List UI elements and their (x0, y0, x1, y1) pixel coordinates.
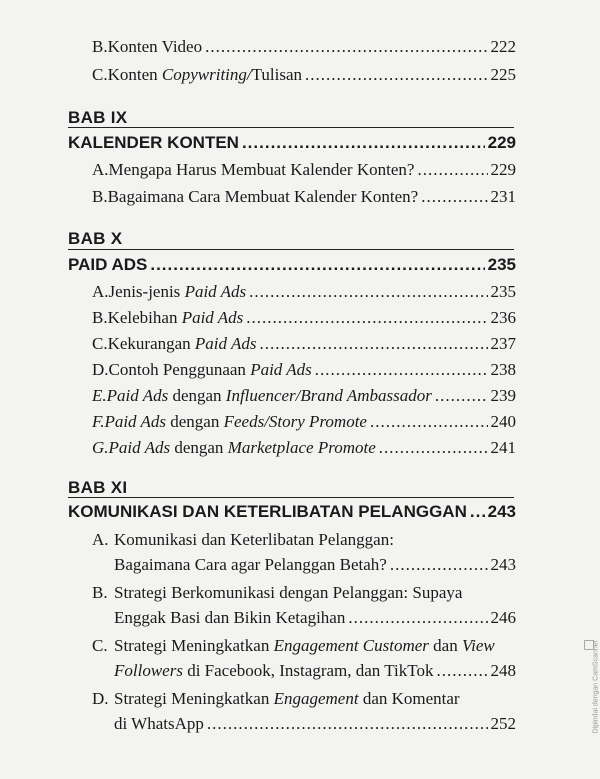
chapter-title: KALENDER KONTEN ..... 229 (0, 133, 516, 153)
page-number: 246 (490, 608, 516, 627)
page-number: 235 (487, 255, 516, 274)
entry-text: Kelebihan Paid Ads (107, 308, 244, 327)
entry-text: Paid Ads dengan Influencer/Brand Ambassador (106, 386, 432, 405)
toc-entry-line1 (0, 530, 516, 550)
entry-letter: D. (92, 689, 109, 708)
divider (68, 127, 514, 128)
page-number: 241 (490, 438, 516, 457)
entry-text: Komunikasi dan Keterlibatan Pelanggan: (114, 530, 394, 549)
toc-entry-line2 (0, 608, 516, 628)
scanner-watermark: Dipindai dengan CamScanner (592, 640, 599, 734)
toc-entry-line2 (0, 661, 516, 681)
leader-dots (417, 160, 487, 180)
entry-letter: B. (92, 308, 108, 327)
leader-dots (259, 334, 487, 354)
chapter-title: KOMUNIKASI DAN KETERLIBATAN PELANGGAN ..... 243 (0, 502, 516, 522)
toc-entry (0, 438, 516, 458)
leader-dots (470, 502, 485, 522)
entry-letter: G. (92, 438, 109, 457)
entry-letter: A. (92, 530, 109, 549)
toc-entry-line1 (0, 689, 516, 709)
entry-letter: C. (92, 636, 108, 655)
page-number: 236 (490, 308, 516, 327)
page-number: 235 (490, 282, 516, 301)
toc-entry (0, 282, 516, 302)
toc-entry-line1 (0, 636, 516, 656)
leader-dots (379, 438, 488, 458)
entry-letter: E. (92, 386, 107, 405)
entry-text: Strategi Meningkatkan Engagement dan Komentar (114, 689, 460, 708)
page-number: 243 (487, 502, 516, 521)
leader-dots (207, 714, 488, 734)
toc-entry (0, 360, 516, 380)
entry-text: Konten Copywriting/Tulisan (107, 65, 303, 84)
entry-letter: C. (92, 334, 108, 353)
leader-dots (390, 555, 488, 575)
leader-dots (370, 412, 488, 432)
leader-dots (435, 386, 488, 406)
entry-text: Contoh Penggunaan Paid Ads (108, 360, 312, 379)
toc-entry (0, 308, 516, 328)
page-number: 229 (487, 133, 516, 152)
leader-dots (436, 661, 487, 681)
toc-entry (0, 65, 516, 85)
entry-text: di WhatsApp (114, 714, 204, 733)
toc-entry (0, 37, 516, 57)
entry-letter: F. (92, 412, 105, 431)
entry-letter: C. (92, 65, 108, 84)
entry-text: Bagaimana Cara agar Pelanggan Betah? (114, 555, 387, 574)
page-number: 231 (490, 187, 516, 206)
page-number: 240 (490, 412, 516, 431)
leader-dots (150, 255, 484, 275)
entry-letter: A. (92, 282, 109, 301)
entry-text: Kekurangan Paid Ads (107, 334, 257, 353)
chapter-label: BAB XI (68, 478, 128, 497)
entry-text: Bagaimana Cara Membuat Kalender Konten? (107, 187, 419, 206)
divider (68, 497, 514, 498)
leader-dots (249, 282, 487, 302)
entry-text: Strategi Berkomunikasi dengan Pelanggan: Supaya (114, 583, 463, 602)
toc-entry (0, 187, 516, 207)
page-number: 239 (490, 386, 516, 405)
leader-dots (315, 360, 488, 380)
chapter-label: BAB X (68, 229, 123, 248)
entry-letter: D. (92, 360, 109, 379)
page-number: 248 (490, 661, 516, 680)
toc-entry-line2 (0, 555, 516, 575)
page-number: 225 (490, 65, 516, 84)
page-number: 252 (490, 714, 516, 733)
entry-text: Konten Video (107, 37, 203, 56)
chapter-label: BAB IX (68, 108, 128, 127)
toc-entry (0, 334, 516, 354)
page-number: 243 (490, 555, 516, 574)
page-number: 229 (490, 160, 516, 179)
entry-letter: B. (92, 583, 108, 602)
entry-text: Enggak Basi dan Bikin Ketagihan (114, 608, 346, 627)
toc-entry (0, 160, 516, 180)
leader-dots (421, 187, 487, 207)
toc-entry-line1 (0, 583, 516, 603)
entry-letter: B. (92, 37, 108, 56)
entry-text: Followers di Facebook, Instagram, dan TikTok (114, 661, 434, 680)
entry-text: Mengapa Harus Membuat Kalender Konten? (108, 160, 415, 179)
divider (68, 249, 514, 250)
entry-letter: A. (92, 160, 109, 179)
toc-entry (0, 412, 516, 432)
page-number: 237 (490, 334, 516, 353)
entry-text: Paid Ads dengan Feeds/Story Promote (104, 412, 367, 431)
leader-dots (246, 308, 487, 328)
entry-letter: B. (92, 187, 108, 206)
toc-entry (0, 386, 516, 406)
leader-dots (242, 133, 485, 153)
toc-entry-line2 (0, 714, 516, 734)
leader-dots (305, 65, 487, 85)
leader-dots (205, 37, 487, 57)
entry-text: Paid Ads dengan Marketplace Promote (108, 438, 376, 457)
page-number: 222 (490, 37, 516, 56)
entry-text: Jenis-jenis Paid Ads (108, 282, 247, 301)
entry-text: Strategi Meningkatkan Engagement Customer dan View (114, 636, 495, 655)
leader-dots (348, 608, 487, 628)
page-number: 238 (490, 360, 516, 379)
chapter-title: PAID ADS ..... 235 (0, 255, 516, 275)
